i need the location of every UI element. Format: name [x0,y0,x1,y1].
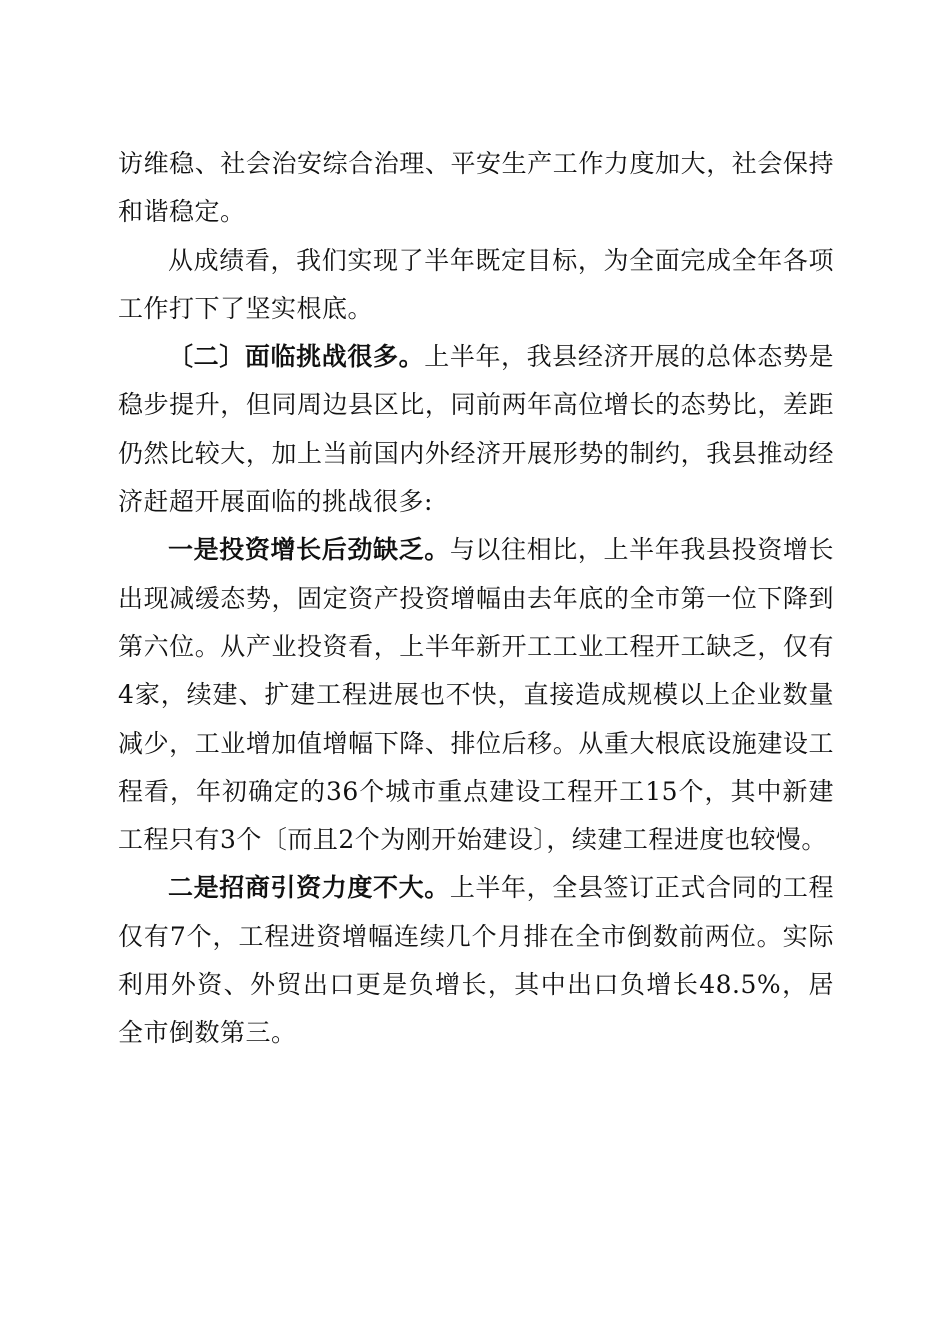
paragraph-attracting-investment [118,864,834,1057]
paragraph-text: 与以往相比，上半年我县投资增长出现减缓态势，固定资产投资增幅由去年底的全市第一位下降到第六位。从产业投资看，上半年新开工工业工程开工缺乏，仅有4家，续建、扩建工程进展也不快，直接造成规模以上企业数量减少，工业增加值增幅下降、排位后移。从重大根底设施建设工程看，年初确定的36个城市重点建设工程开工15个，其中新建工程只有3个〔而且2个为刚开始建设〕，续建工程进度也较慢。 [118,535,834,855]
paragraph-summary [118,237,834,334]
point-heading: 二是招商引资力度不大。 [168,873,450,903]
paragraph-text: 上半年，我县经济开展的总体态势是稳步提升，但同周边县区比，同前两年高位增长的态势比，差距仍然比较大，加上当前国内外经济开展形势的制约，我县推动经济赶超开展面临的挑战很多: [118,342,834,517]
paragraph-text: 从成绩看，我们实现了半年既定目标，为全面完成全年各项工作打下了坚实根底。 [118,245,834,323]
paragraph-continued [118,140,834,237]
point-heading: 一是投资增长后劲缺乏。 [168,535,450,565]
paragraph-investment [118,526,834,864]
paragraph-text: 访维稳、社会治安综合治理、平安生产工作力度加大，社会保持和谐稳定。 [118,149,834,227]
paragraph-challenges [118,333,834,526]
document-body [118,140,834,1058]
section-heading: 〔二〕面临挑战很多。 [168,342,425,372]
paragraph-text: 上半年，全县签订正式合同的工程仅有7个，工程进资增幅连续几个月排在全市倒数前两位。实际利用外资、外贸出口更是负增长，其中出口负增长48.5%，居全市倒数第三。 [118,873,834,1048]
